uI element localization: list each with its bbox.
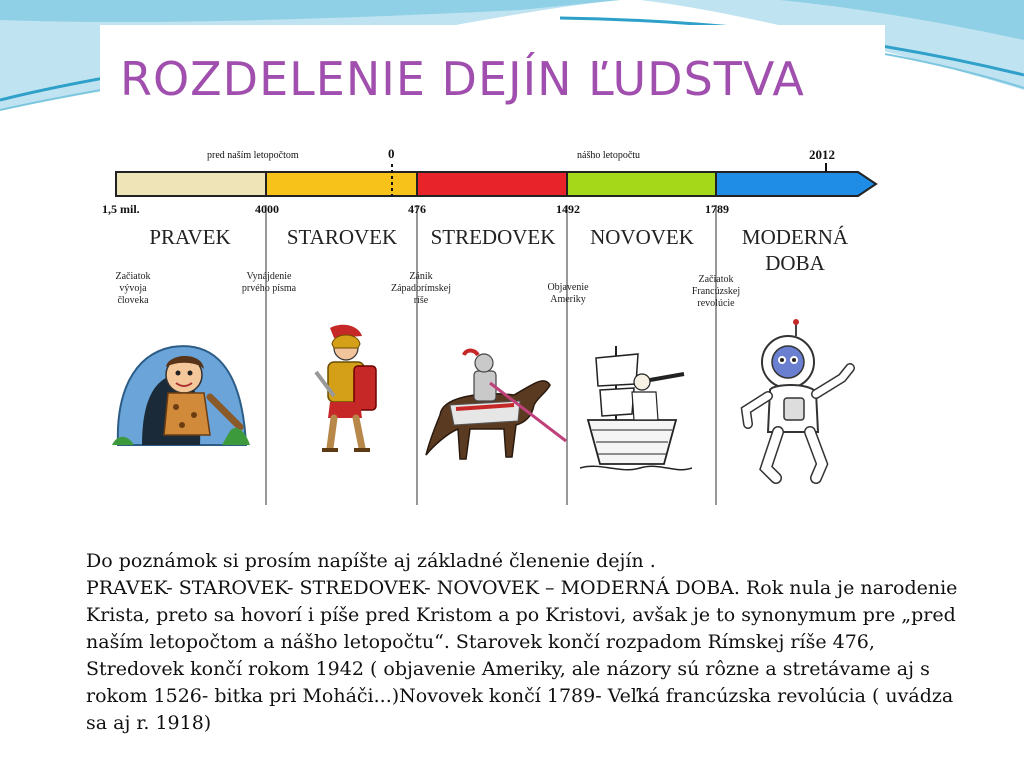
explorer-ship-icon (580, 340, 692, 475)
tick-1-5-mil: 1,5 mil. (102, 202, 140, 216)
astronaut-icon (738, 318, 858, 488)
knight-on-horse-icon (420, 345, 568, 470)
era-starovek: STAROVEK (286, 225, 398, 249)
event-moderna-doba: Začiatok Francúzskej revolúcie (691, 274, 741, 309)
era-moderna-doba: MODERNÁ DOBA (741, 225, 849, 275)
event-starovek: Vynájdenie prvého písma (241, 271, 297, 294)
notes-line-2: PRAVEK- STAROVEK- STREDOVEK- NOVOVEK – MODERNÁ DOBA. Rok nula je narodenie Krista, preto sa hovorí i píše pred Kristom a po Kristovi, avšak je to synonymum pre „pred naším letopočtom a nášho letopočtu“. Starovek končí rozpadom Rímskej ríše 476, Stredovek končí rokom 1942 ( objavenie Ameriky, ale názory sú rôzne a stretávame aj s rokom 1526- bitka pri Moháči...)Novovek končí 1789- Veľká francúzska revolúcia ( uvádza sa aj r. 1918) (86, 577, 958, 734)
event-stredovek: Zánik Západorímskej ríše (391, 271, 451, 306)
segment-stredovek (417, 172, 567, 196)
notes-line-1: Do poznámok si prosím napíšte aj základné členenie dejín . (86, 550, 656, 572)
era-stredovek: STREDOVEK (430, 225, 556, 249)
tick-476: 476 (408, 202, 426, 216)
notes-text (86, 548, 976, 737)
segment-starovek (266, 172, 417, 196)
segment-pravek (116, 172, 266, 196)
end-year-label: 2012 (809, 147, 835, 162)
segment-novovek (567, 172, 716, 196)
zero-label: 0 (388, 146, 395, 161)
event-novovek: Objavenie Ameriky (547, 282, 589, 305)
tick-1492: 1492 (556, 202, 580, 216)
caveman-icon (112, 335, 252, 455)
segment-moderna-doba (716, 172, 876, 196)
era-novovek: NOVOVEK (590, 225, 694, 249)
roman-soldier-icon (300, 322, 386, 462)
tick-1789: 1789 (705, 202, 729, 216)
event-pravek: Začiatok vývoja človeka (115, 271, 151, 306)
era-pravek: PRAVEK (149, 225, 231, 249)
ad-label: nášho letopočtu (577, 150, 641, 161)
bc-label: pred naším letopočtom (207, 150, 299, 161)
page-title: ROZDELENIE DEJÍN ĽUDSTVA (120, 52, 805, 106)
tick-4000: 4000 (255, 202, 279, 216)
